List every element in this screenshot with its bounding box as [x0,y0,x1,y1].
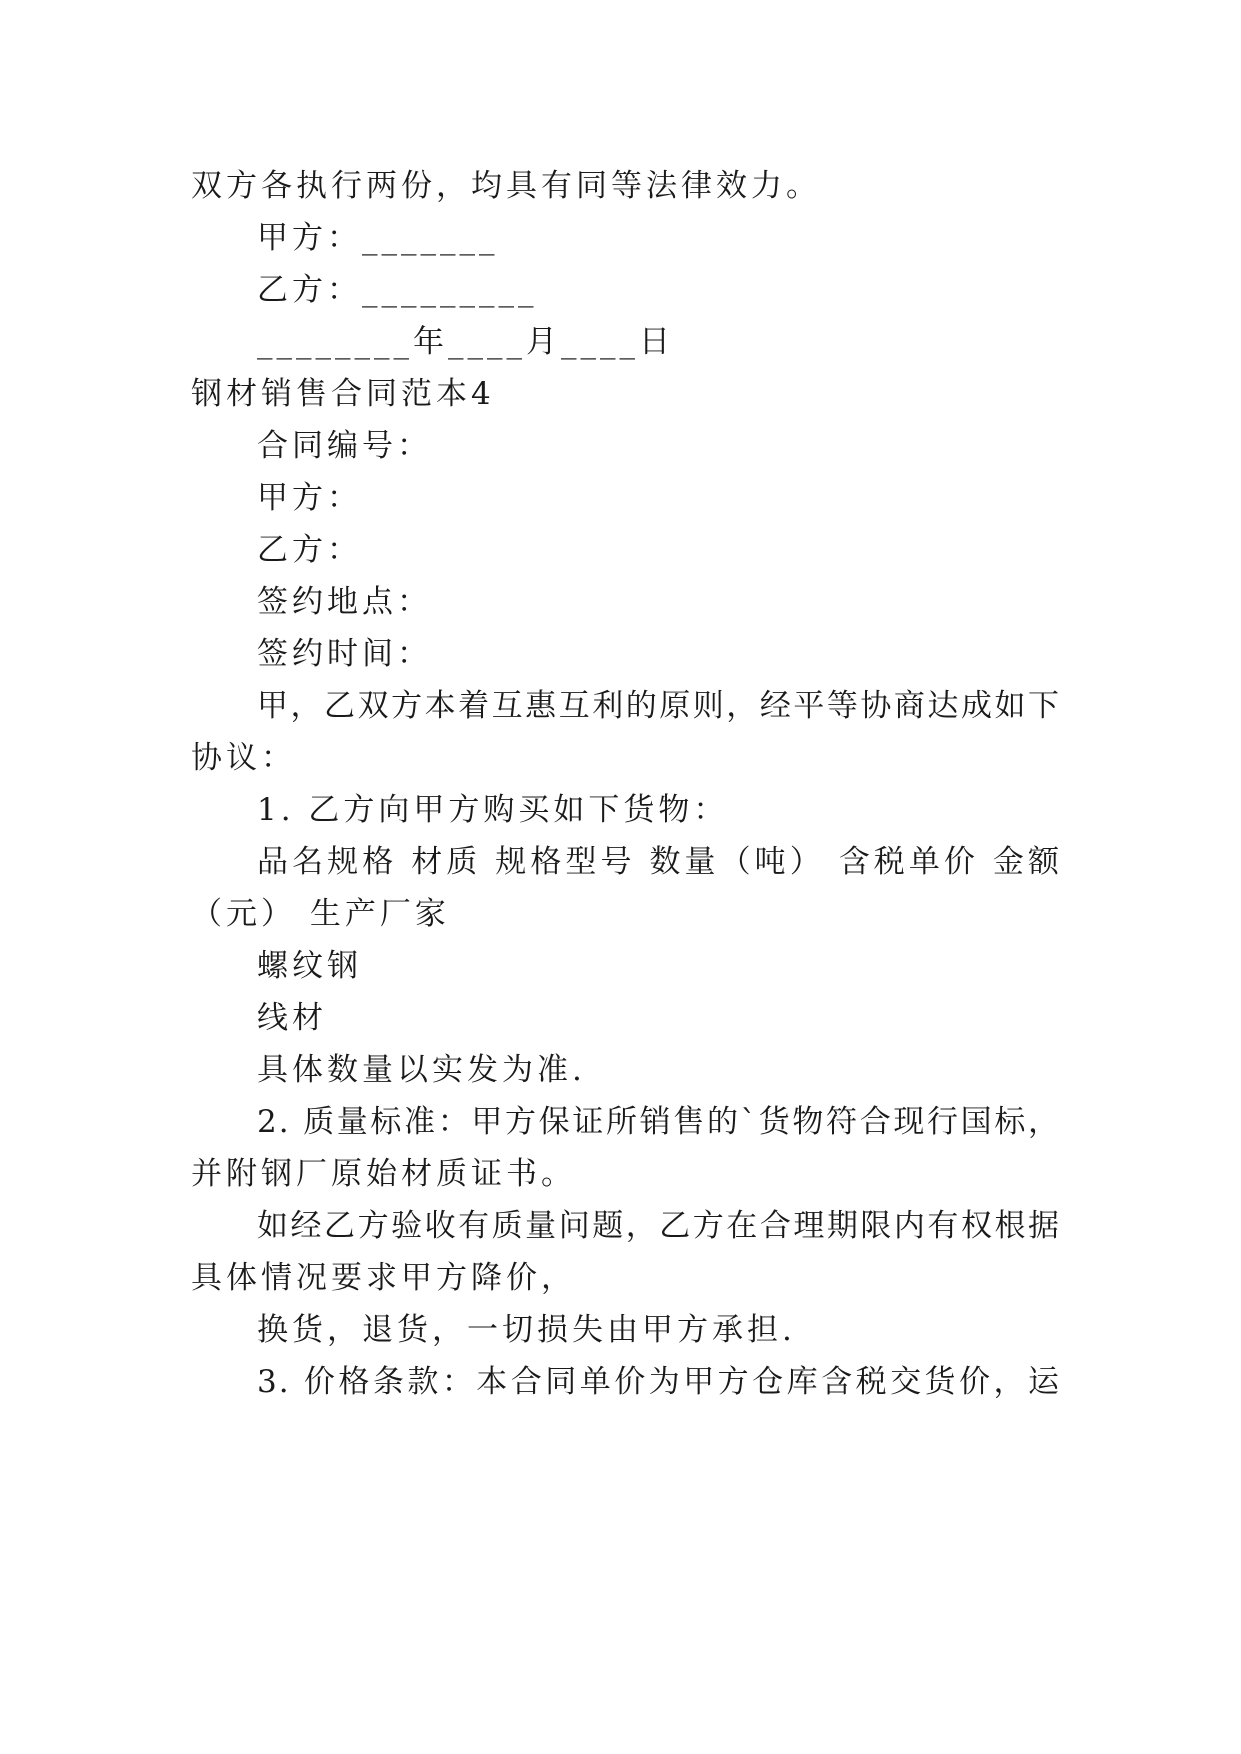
text-line: 并附钢厂原始材质证书。 [191,1156,576,1192]
text-line: ________年____月____日 [257,324,674,360]
text-line: 签约时间： [257,636,432,672]
text-line: 甲方：_______ [257,220,499,256]
text-line: 签约地点： [257,584,432,620]
text-line: 双方各执行两份，均具有同等法律效力。 [191,168,821,204]
text-line: 3. 价格条款：本合同单价为甲方仓库含税交货价，运 [257,1364,1061,1400]
text-line: 乙方：_________ [257,272,538,308]
text-line: 线材 [257,1000,327,1036]
text-line: 协议： [191,740,296,776]
text-line: 具体情况要求甲方降价， [191,1260,576,1296]
text-line: （元） 生产厂家 [191,896,450,932]
text-line: 甲，乙双方本着互惠互利的原则，经平等协商达成如下 [257,688,1061,724]
text-line: 1. 乙方向甲方购买如下货物： [257,792,729,828]
text-line: 螺纹钢 [257,948,362,984]
section-heading: 钢材销售合同范本4 [191,376,495,412]
text-line: 换货，退货，一切损失由甲方承担. [257,1312,796,1348]
text-line: 合同编号： [257,428,432,464]
text-line: 2. 质量标准：甲方保证所销售的`货物符合现行国标， [257,1104,1061,1140]
text-line: 甲方： [257,480,362,516]
text-line: 如经乙方验收有质量问题，乙方在合理期限内有权根据 [257,1208,1061,1244]
text-line: 乙方： [257,532,362,568]
text-line: 具体数量以实发为准. [257,1052,586,1088]
text-line: 品名规格 材质 规格型号 数量（吨） 含税单价 金额 [257,844,1061,880]
